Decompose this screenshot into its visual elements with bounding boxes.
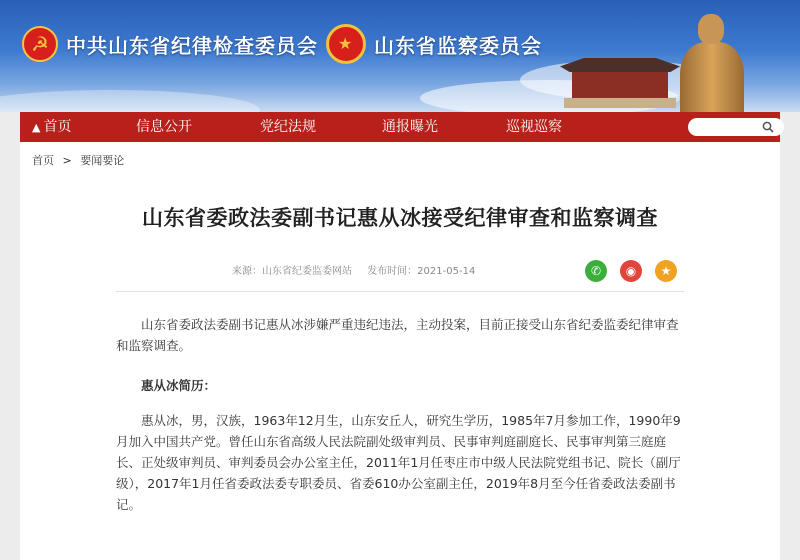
statue-illustration <box>672 8 752 112</box>
search-box <box>688 118 784 136</box>
article-meta <box>232 262 487 277</box>
weibo-icon[interactable]: ◉ <box>620 260 642 282</box>
national-emblem-icon: ★ <box>326 24 366 64</box>
site-banner <box>0 0 800 112</box>
breadcrumb-current[interactable]: 要闻要论 <box>80 154 125 167</box>
article-date: 发布时间：2021-05-14 <box>367 266 476 277</box>
nav-item-reports[interactable]: 通报曝光 <box>382 119 438 135</box>
home-icon: ▲ <box>32 121 41 134</box>
article-paragraph: 惠从冰，男，汉族，1963年12月生，山东安丘人，研究生学历，1985年7月参加工作，1990年9月加入中国共产党。曾任山东省高级人民法院副处级审判员、民事审判庭副庭长、民事审判第三庭庭长、正处级审判员、审判委员会办公室主任，2011年1月任枣庄市中级人民法院党组书记、院长（副厅级），2017年1月任省委政法委专职委员、省委610办公室副主任，2019年8月至今任省委政法委副书记。 <box>116 413 681 512</box>
nav-item-label: 首页 <box>43 119 72 135</box>
search-icon[interactable] <box>762 121 774 133</box>
banner-title-supervision: 山东省监察委员会 <box>374 34 542 58</box>
article-title: 山东省委政法委副书记惠从冰接受纪律审查和监察调查 <box>142 206 658 230</box>
nav-item-home[interactable] <box>32 112 71 142</box>
nav-item-info[interactable]: 信息公开 <box>136 119 192 135</box>
nav-item-inspection[interactable]: 巡视巡察 <box>506 119 562 135</box>
party-emblem-icon: ☭ <box>22 26 58 62</box>
resume-heading: 惠从冰简历： <box>141 378 217 393</box>
search-input[interactable] <box>696 119 758 135</box>
banner-title-cpc: 中共山东省纪律检查委员会 <box>66 34 318 58</box>
cloud-decoration <box>0 90 260 112</box>
breadcrumb <box>32 152 129 168</box>
star-icon[interactable]: ★ <box>655 260 677 282</box>
wechat-icon[interactable]: ✆ <box>585 260 607 282</box>
article-paragraph: 山东省委政法委副书记惠从冰涉嫌严重违纪违法，主动投案，目前正接受山东省纪委监委纪律审查和监察调查。 <box>116 317 679 353</box>
temple-illustration <box>560 58 680 108</box>
breadcrumb-home[interactable]: 首页 <box>32 154 54 167</box>
divider <box>116 291 684 292</box>
main-nav <box>20 112 780 142</box>
article-source: 来源：山东省纪委监委网站 <box>232 266 352 277</box>
nav-item-regulations[interactable]: 党纪法规 <box>260 119 316 135</box>
breadcrumb-separator: > <box>62 154 72 167</box>
